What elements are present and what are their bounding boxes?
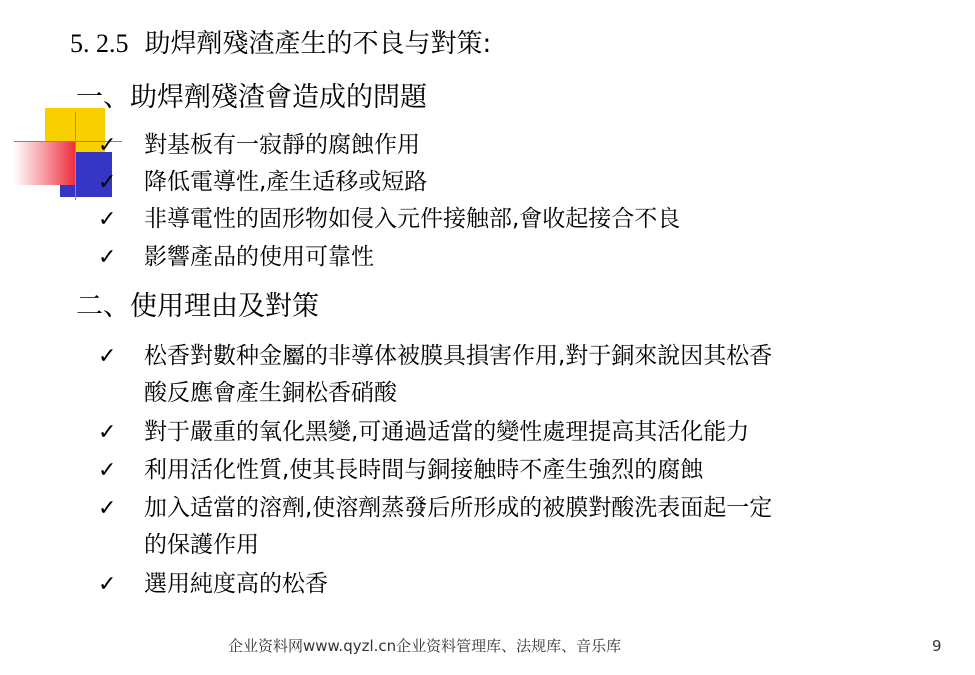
check-icon: ✓ [98, 133, 117, 158]
section-heading-countermeasures: 二、使用理由及對策 [76, 291, 319, 322]
footer-text: 企业资料网www.qyzl.cn企业资料管理库、法规库、音乐库 [228, 637, 622, 655]
check-icon: ✓ [98, 458, 117, 483]
check-icon: ✓ [98, 496, 117, 521]
list-item: ✓ 影響產品的使用可靠性 [98, 239, 958, 276]
check-icon: ✓ [98, 207, 117, 232]
slide-title [70, 26, 491, 62]
list-item: ✓ 降低電導性,產生适移或短路 [98, 164, 958, 201]
check-icon: ✓ [98, 572, 117, 597]
check-icon: ✓ [98, 245, 117, 270]
list-item: ✓ 對于嚴重的氧化黑變,可通過适當的變性處理提高其活化能力 [98, 414, 958, 451]
check-icon: ✓ [98, 170, 117, 195]
page-number: 9 [932, 637, 942, 655]
list-item: ✓ 對基板有一寂靜的腐蝕作用 [98, 127, 958, 164]
list-item: ✓ 利用活化性質,使其長時間与銅接触時不產生強烈的腐蝕 [98, 452, 958, 489]
slide-title-text: 助焊劑殘渣產生的不良与對策: [144, 29, 492, 59]
list-item: ✓ 松香對數种金屬的非導体被膜具損害作用,對于銅來說因其松香 酸反應會產生銅松香硝酸 [98, 338, 958, 412]
check-icon: ✓ [98, 420, 117, 445]
decor-red-gradient-square [14, 141, 76, 185]
check-icon: ✓ [98, 344, 117, 369]
list-item: ✓ 非導電性的固形物如侵入元件接触部,會收起接合不良 [98, 201, 958, 238]
slide-title-number: 5. 2.5 [70, 29, 129, 58]
list-item: ✓ 加入适當的溶劑,使溶劑蒸發后所形成的被膜對酸洗表面起一定 的保護作用 [98, 490, 958, 564]
section-heading-problems: 一、助焊劑殘渣會造成的問題 [76, 82, 427, 113]
list-item: ✓ 選用純度高的松香 [98, 566, 958, 603]
decor-vertical-line [75, 112, 76, 200]
